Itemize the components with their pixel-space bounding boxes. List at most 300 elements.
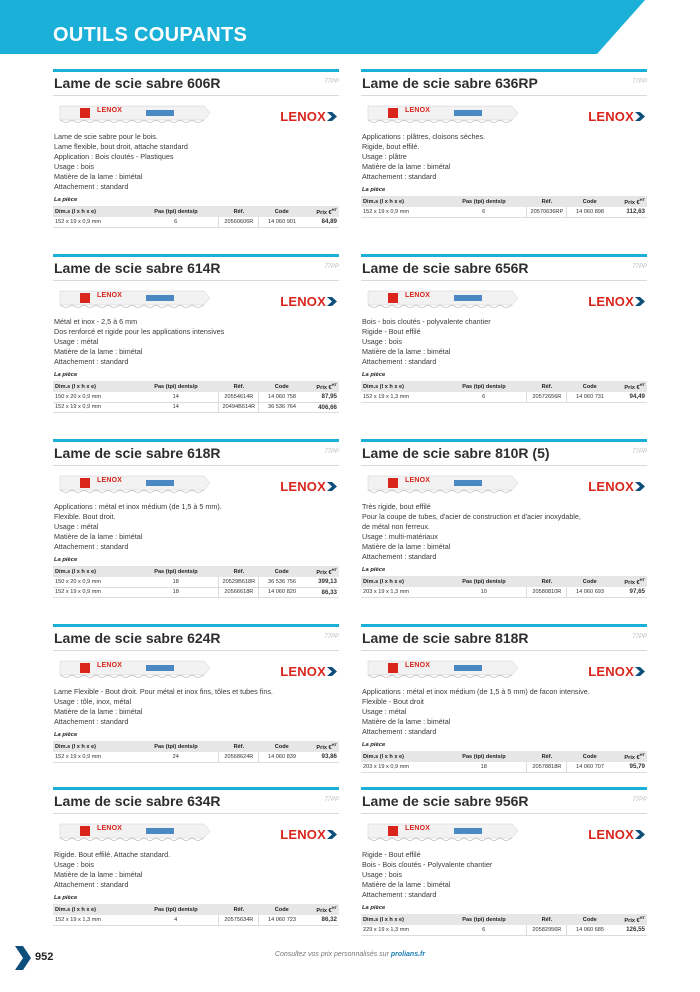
table-row [361,207,647,217]
description-line: Flexible. Bout droit. [54,512,116,521]
description-line: Matière de la lame : bimétal [362,717,451,726]
product-card [361,624,647,773]
code-cell: 14 060 723 [259,915,305,925]
unit-label: La pièce [54,732,78,738]
col-pitch: Pas (tpi) dents/p [133,206,219,217]
saw-blade-image [362,103,518,123]
description-line: Bois - bois cloutés - polyvalente chantier [362,317,491,326]
description-line: Usage : bois [362,337,402,346]
table-header-row [361,196,647,207]
card-title-row [53,442,339,466]
card-title-row [53,72,339,96]
brand-name: LENOX [280,479,326,494]
unit-label: La pièce [54,197,78,203]
col-code: Code [259,381,305,392]
description-line: Bois - Bois cloutés - Polyvalente chantier [362,860,493,869]
ref-cell: 20575634R [219,915,259,925]
product-visual [361,818,647,850]
family-code: 77PP [632,79,647,85]
col-price-label: Prix € [316,744,332,751]
description-line: Attachement : standard [54,542,129,551]
description-line: Applications : métal et inox médium (de 1,5 à 5 mm). [54,502,222,511]
product-card [361,439,647,598]
table-header-row [53,206,339,217]
brand-name: LENOX [588,109,634,124]
ref-cell: 20554614R [219,392,259,402]
brand-name: LENOX [588,479,634,494]
ref-cell: 20568624R [219,752,259,762]
col-price-label: Prix € [624,754,640,761]
saw-blade-image [362,821,518,841]
price-cell: 126,55 [613,925,647,935]
product-description [53,502,339,552]
product-title: Lame de scie sabre 614R [54,260,221,276]
ref-cell: 20578818R [527,762,567,772]
table-header-row [53,381,339,392]
description-line: Rigide - Bout effilé [362,850,421,859]
product-card [361,254,647,403]
col-code: Code [259,566,305,577]
spec-table [361,751,647,773]
description-line: Attachement : standard [362,890,437,899]
ref-cell: 20582956R [527,925,567,935]
description-line: Usage : métal [54,337,99,346]
code-cell: 14 060 758 [259,392,305,402]
saw-blade-image [54,473,210,493]
product-title: Lame de scie sabre 818R [362,630,529,646]
brand-name: LENOX [280,827,326,842]
product-description [361,850,647,900]
pitch-cell: 6 [441,392,527,402]
col-code: Code [567,381,613,392]
product-title: Lame de scie sabre 956R [362,793,529,809]
description-line: Matière de la lame : bimétal [54,172,143,181]
brand-chevron-icon [635,481,646,492]
description-line: Attachement : standard [362,172,437,181]
description-line: Matière de la lame : bimétal [362,880,451,889]
col-price [613,196,647,207]
description-line: de métal non ferreux. [362,522,430,531]
col-price-label: Prix € [624,917,640,924]
unit-label: La pièce [362,567,386,573]
product-visual [361,655,647,687]
brand-name: LENOX [588,664,634,679]
ref-cell: 20566618R [219,587,259,597]
product-title: Lame de scie sabre 618R [54,445,221,461]
description-line: Matière de la lame : bimétal [362,162,451,171]
saw-blade-image [362,288,518,308]
description-line: Attachement : standard [54,717,129,726]
col-price-label: Prix € [624,579,640,586]
card-title-row [53,257,339,281]
col-price [305,381,339,392]
col-price-sup: HT [331,742,337,748]
price-cell: 86,32 [305,915,339,925]
blade-label: LENOX [405,107,431,114]
description-line: Matière de la lame : bimétal [54,707,143,716]
table-row [53,392,339,402]
spec-table [361,381,647,403]
pitch-cell: 24 [133,752,219,762]
col-price-sup: HT [639,752,645,758]
spec-table [361,914,647,936]
col-code: Code [567,751,613,762]
col-price-sup: HT [639,197,645,203]
card-title-row [361,790,647,814]
blade-label: LENOX [97,292,123,299]
price-cell: 94,49 [613,392,647,402]
unit-label: La pièce [54,895,78,901]
product-visual [361,285,647,317]
product-title: Lame de scie sabre 810R (5) [362,445,550,461]
brand-chevron-icon [327,666,338,677]
product-description [361,132,647,182]
description-line: Usage : bois [54,162,94,171]
blade-label: LENOX [97,662,123,669]
col-price [305,566,339,577]
col-code: Code [567,914,613,925]
pitch-cell: 10 [441,587,527,597]
col-price-sup: HT [639,915,645,921]
family-code: 77PP [324,264,339,270]
code-cell: 14 060 731 [567,392,613,402]
code-cell: 14 060 898 [567,207,613,217]
brand-logo [280,109,338,124]
brand-name: LENOX [280,294,326,309]
card-title-row [361,442,647,466]
col-price-label: Prix € [624,384,640,391]
col-price-sup: HT [331,382,337,388]
brand-name: LENOX [280,109,326,124]
code-cell: 14 060 820 [259,587,305,597]
product-card [53,439,339,598]
product-card [53,624,339,763]
col-price [613,751,647,762]
product-description [53,132,339,192]
col-dims: Dim.s (l x h x e) [53,566,133,577]
dims-cell: 152 x 19 x 0,9 mm [53,217,133,227]
table-header-row [53,566,339,577]
col-pitch: Pas (tpi) dents/p [133,381,219,392]
table-row [53,217,339,227]
description-line: Application : Bois cloutés - Plastiques [54,152,174,161]
price-cell: 97,65 [613,587,647,597]
description-line: Rigide, bout effilé. [362,142,420,151]
col-dims: Dim.s (l x h x e) [361,751,441,762]
col-pitch: Pas (tpi) dents/p [441,381,527,392]
col-pitch: Pas (tpi) dents/p [133,904,219,915]
col-pitch: Pas (tpi) dents/p [441,751,527,762]
description-line: Flexible - Bout droit [362,697,424,706]
family-code: 77PP [632,634,647,640]
unit-label: La pièce [362,905,386,911]
description-line: Attachement : standard [362,727,437,736]
price-cell: 84,89 [305,217,339,227]
pitch-cell: 18 [133,587,219,597]
description-line: Matière de la lame : bimétal [54,532,143,541]
col-dims: Dim.s (l x h x e) [53,206,133,217]
product-card [53,787,339,926]
ref-cell: 20529B618R [219,577,259,587]
col-dims: Dim.s (l x h x e) [53,381,133,392]
product-visual [53,470,339,502]
description-line: Attachement : standard [362,552,437,561]
brand-chevron-icon [327,481,338,492]
col-price [613,381,647,392]
description-line: Rigide. Bout effilé. Attache standard. [54,850,171,859]
ref-cell: 20580810R [527,587,567,597]
col-price-label: Prix € [316,384,332,391]
code-cell: 14 060 685 [567,925,613,935]
description-line: Pour la coupe de tubes, d'acier de construction et d'acier inoxydable, [362,512,581,521]
col-dims: Dim.s (l x h x e) [361,196,441,207]
table-row [361,587,647,597]
col-price-sup: HT [639,382,645,388]
ref-cell: 20570636RP [527,207,567,217]
description-line: Attachement : standard [54,357,129,366]
col-code: Code [567,196,613,207]
table-row [53,752,339,762]
col-pitch: Pas (tpi) dents/p [133,741,219,752]
unit-label: La pièce [362,372,386,378]
description-line: Lame flexible, bout droit, attache standard [54,142,188,151]
blade-label: LENOX [405,662,431,669]
pitch-cell: 18 [133,577,219,587]
card-title-row [53,627,339,651]
blade-label: LENOX [97,107,123,114]
brand-logo [280,827,338,842]
description-line: Très rigide, bout effilé [362,502,431,511]
price-cell: 86,33 [305,587,339,597]
spec-table [53,381,339,413]
col-ref: Réf. [527,381,567,392]
table-header-row [361,751,647,762]
col-ref: Réf. [219,381,259,392]
product-description [361,317,647,367]
brand-logo [280,664,338,679]
brand-name: LENOX [588,827,634,842]
col-ref: Réf. [527,914,567,925]
saw-blade-image [54,821,210,841]
description-line: Matière de la lame : bimétal [54,870,143,879]
brand-name: LENOX [588,294,634,309]
col-price [305,206,339,217]
pitch-cell: 14 [133,402,219,412]
col-dims: Dim.s (l x h x e) [361,914,441,925]
description-line: Dos renforcé et rigide pour les applications intensives [54,327,225,336]
saw-blade-image [54,103,210,123]
spec-table [53,566,339,598]
page-title: OUTILS COUPANTS [53,24,248,46]
product-card [361,787,647,936]
saw-blade-image [54,288,210,308]
family-code: 77PP [324,797,339,803]
pitch-cell: 6 [441,925,527,935]
table-row [53,577,339,587]
col-price-sup: HT [331,207,337,213]
product-visual [53,818,339,850]
col-pitch: Pas (tpi) dents/p [441,576,527,587]
product-visual [53,655,339,687]
blade-label: LENOX [405,825,431,832]
brand-chevron-icon [327,111,338,122]
table-header-row [361,381,647,392]
brand-logo [588,479,646,494]
product-card [53,69,339,228]
col-price-sup: HT [331,905,337,911]
saw-blade-image [362,473,518,493]
price-cell: 112,63 [613,207,647,217]
family-code: 77PP [632,264,647,270]
family-code: 77PP [324,634,339,640]
col-ref: Réf. [219,741,259,752]
pitch-cell: 4 [133,915,219,925]
spec-table [53,904,339,926]
description-line: Usage : bois [54,860,94,869]
col-code: Code [259,741,305,752]
product-description [53,687,339,727]
col-code: Code [259,206,305,217]
product-visual [361,470,647,502]
brand-chevron-icon [635,666,646,677]
description-line: Rigide - Bout effilé [362,327,421,336]
family-code: 77PP [324,449,339,455]
unit-label: La pièce [54,557,78,563]
product-description [53,850,339,890]
unit-label: La pièce [362,187,386,193]
price-cell: 95,79 [613,762,647,772]
table-header-row [361,914,647,925]
description-line: Usage : multi-matériaux [362,532,438,541]
brand-chevron-icon [327,829,338,840]
code-cell: 14 060 693 [567,587,613,597]
card-title-row [361,257,647,281]
product-visual [53,100,339,132]
dims-cell: 152 x 19 x 1,3 mm [53,915,133,925]
product-description [53,317,339,367]
brand-logo [588,294,646,309]
product-card [53,254,339,413]
product-card [361,69,647,218]
col-price-label: Prix € [316,907,332,914]
page-number: 952 [35,951,54,963]
footer-note-text: Consultez vos prix personnalisés sur [274,951,389,958]
col-price-sup: HT [331,567,337,573]
spec-table [361,576,647,598]
dims-cell: 229 x 19 x 1,3 mm [361,925,441,935]
pitch-cell: 6 [133,217,219,227]
description-line: Usage : métal [362,707,407,716]
page-arrow-icon [15,946,31,970]
dims-cell: 152 x 19 x 0,9 mm [53,402,133,412]
code-cell: 36 536 764 [259,402,305,412]
col-pitch: Pas (tpi) dents/p [441,914,527,925]
pitch-cell: 6 [441,207,527,217]
table-row [53,587,339,597]
blade-label: LENOX [405,477,431,484]
code-cell: 14 060 839 [259,752,305,762]
col-price-label: Prix € [316,569,332,576]
table-row [53,402,339,412]
col-ref: Réf. [527,751,567,762]
product-description [361,687,647,737]
col-dims: Dim.s (l x h x e) [361,576,441,587]
family-code: 77PP [632,797,647,803]
table-row [53,915,339,925]
pitch-cell: 18 [441,762,527,772]
description-line: Applications : métal et inox médium (de 1,5 à 5 mm) de facon intensive. [362,687,590,696]
card-title-row [361,72,647,96]
description-line: Attachement : standard [54,182,129,191]
description-line: Applications : plâtres, cloisons sèches. [362,132,486,141]
brand-chevron-icon [635,111,646,122]
description-line: Attachement : standard [362,357,437,366]
spec-table [361,196,647,218]
dims-cell: 150 x 20 x 0,9 mm [53,392,133,402]
brand-logo [280,294,338,309]
brand-chevron-icon [635,296,646,307]
col-pitch: Pas (tpi) dents/p [441,196,527,207]
table-header-row [361,576,647,587]
brand-logo [280,479,338,494]
unit-label: La pièce [362,742,386,748]
footer-link[interactable]: prolians.fr [390,951,426,958]
pitch-cell: 14 [133,392,219,402]
ref-cell: 20572656R [527,392,567,402]
table-header-row [53,741,339,752]
blade-label: LENOX [97,825,123,832]
col-ref: Réf. [527,576,567,587]
col-code: Code [259,904,305,915]
product-title: Lame de scie sabre 624R [54,630,221,646]
code-cell: 14 060 707 [567,762,613,772]
col-ref: Réf. [219,904,259,915]
col-pitch: Pas (tpi) dents/p [133,566,219,577]
card-title-row [53,790,339,814]
spec-table [53,206,339,228]
col-price [305,904,339,915]
description-line: Usage : tôle, inox, métal [54,697,132,706]
col-code: Code [567,576,613,587]
description-line: Matière de la lame : bimétal [362,542,451,551]
table-header-row [53,904,339,915]
brand-name: LENOX [280,664,326,679]
col-price-sup: HT [639,577,645,583]
brand-logo [588,827,646,842]
product-visual [361,100,647,132]
page-header [0,0,700,54]
blade-label: LENOX [405,292,431,299]
table-row [361,392,647,402]
table-row [361,925,647,935]
dims-cell: 203 x 19 x 0,9 mm [361,762,441,772]
description-line: Usage : bois [362,870,402,879]
description-line: Lame Flexible - Bout droit. Pour métal et inox fins, tôles et tubes fins. [54,687,273,696]
dims-cell: 152 x 19 x 0,9 mm [53,587,133,597]
description-line: Usage : plâtre [362,152,407,161]
product-title: Lame de scie sabre 634R [54,793,221,809]
col-dims: Dim.s (l x h x e) [53,741,133,752]
table-row [361,762,647,772]
price-cell: 87,95 [305,392,339,402]
brand-chevron-icon [327,296,338,307]
col-dims: Dim.s (l x h x e) [53,904,133,915]
col-price [613,914,647,925]
brand-logo [588,664,646,679]
col-price-label: Prix € [316,209,332,216]
description-line: Métal et inox - 2,5 à 6 mm [54,317,138,326]
description-line: Lame de scie sabre pour le bois. [54,132,158,141]
